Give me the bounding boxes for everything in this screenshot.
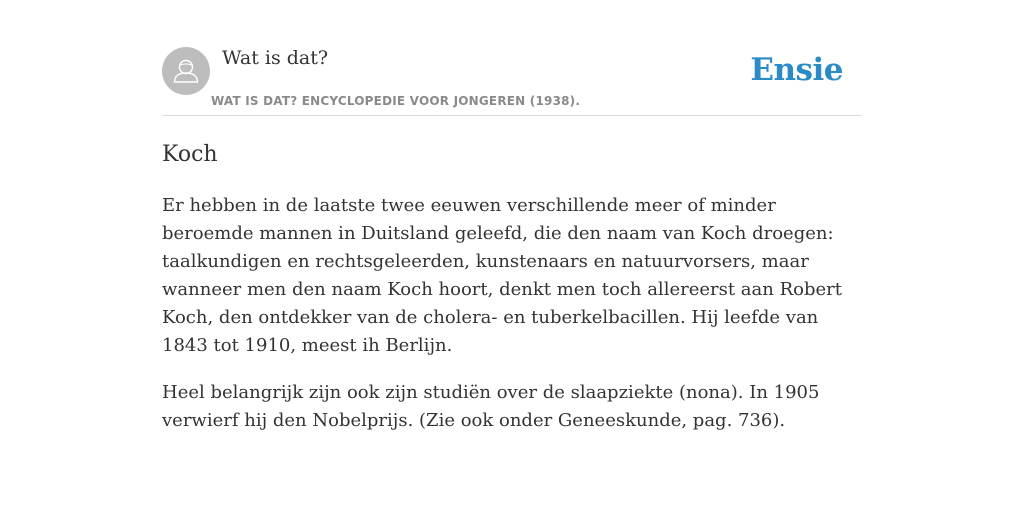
user-placeholder-icon [162, 47, 210, 95]
source-subtitle-link[interactable]: WAT IS DAT? ENCYCLOPEDIE VOOR JONGEREN (1938). [211, 94, 581, 108]
ensie-logo[interactable]: Ensie [750, 52, 843, 88]
avatar[interactable] [162, 47, 210, 95]
page-container [162, 0, 862, 512]
source-header [162, 0, 862, 116]
entry-title: Koch [162, 142, 218, 167]
article-paragraph: Heel belangrijk zijn ook zijn studiën over de slaapziekte (nona). In 1905 verwierf hij den Nobelprijs. (Zie ook onder Geneeskunde, pag. 736). [162, 382, 820, 431]
article [162, 140, 862, 435]
source-title[interactable]: Wat is dat? [222, 47, 329, 69]
article-paragraph: Er hebben in de laatste twee eeuwen verschillende meer of minder beroemde mannen in Duitsland geleefd, die den naam van Koch droegen: taalkundigen en rechtsgeleerden, kunstenaars en natuurvorsers, maar wanneer men den naam Koch hoort, denkt men toch allereerst aan Robert Koch, den ontdekker van de cholera- en tuberkelbacillen. Hij leefde van 1843 tot 1910, meest ih Berlijn. [162, 195, 842, 356]
